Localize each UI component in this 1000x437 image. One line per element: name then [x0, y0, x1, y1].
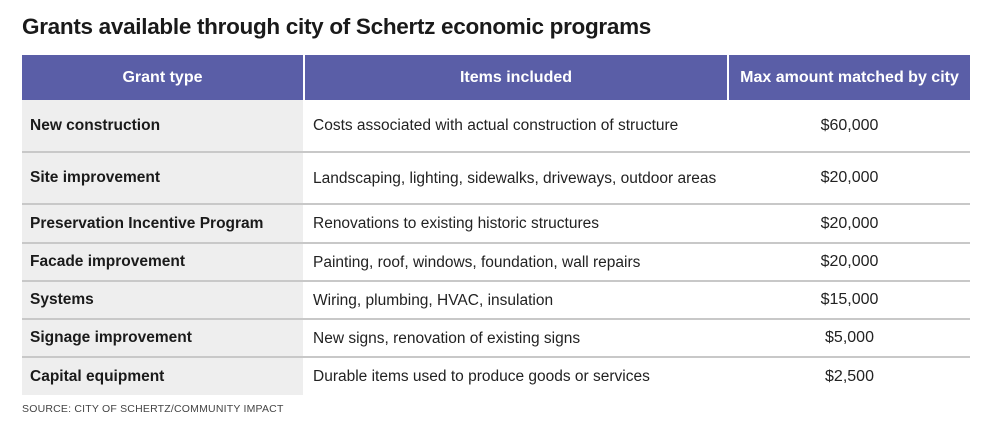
max-amount-cell: $15,000: [728, 281, 970, 319]
grant-type-cell: Preservation Incentive Program: [22, 204, 304, 243]
max-amount-cell: $2,500: [728, 357, 970, 395]
table-row: [22, 243, 970, 281]
items-included-cell: Durable items used to produce goods or services: [304, 357, 728, 395]
max-amount-cell: $5,000: [728, 319, 970, 357]
table-row: [22, 204, 970, 243]
grant-type-cell: Signage improvement: [22, 319, 304, 357]
items-included-cell: New signs, renovation of existing signs: [304, 319, 728, 357]
grant-type-cell: Site improvement: [22, 152, 304, 204]
items-included-cell: Wiring, plumbing, HVAC, insulation: [304, 281, 728, 319]
items-included-cell: Painting, roof, windows, foundation, wall repairs: [304, 243, 728, 281]
table-row: [22, 357, 970, 395]
max-amount-cell: $20,000: [728, 204, 970, 243]
items-included-cell: Costs associated with actual construction of structure: [304, 100, 728, 152]
table-row: [22, 319, 970, 357]
max-amount-cell: $20,000: [728, 243, 970, 281]
table-row: [22, 281, 970, 319]
table-row: [22, 152, 970, 204]
grants-table: [22, 55, 970, 395]
max-amount-cell: $20,000: [728, 152, 970, 204]
header-grant-type: Grant type: [22, 55, 304, 100]
table-row: [22, 100, 970, 152]
items-included-cell: Renovations to existing historic structures: [304, 204, 728, 243]
header-max-amount: Max amount matched by city: [728, 55, 970, 100]
source-note: SOURCE: CITY OF SCHERTZ/COMMUNITY IMPACT: [22, 403, 284, 415]
grant-type-cell: Facade improvement: [22, 243, 304, 281]
header-items-included: Items included: [304, 55, 728, 100]
items-included-cell: Landscaping, lighting, sidewalks, driveways, outdoor areas: [304, 152, 728, 204]
table-header-row: [22, 55, 970, 100]
page-title: Grants available through city of Schertz economic programs: [22, 14, 652, 39]
max-amount-cell: $60,000: [728, 100, 970, 152]
grant-type-cell: New construction: [22, 100, 304, 152]
grant-type-cell: Capital equipment: [22, 357, 304, 395]
grant-type-cell: Systems: [22, 281, 304, 319]
